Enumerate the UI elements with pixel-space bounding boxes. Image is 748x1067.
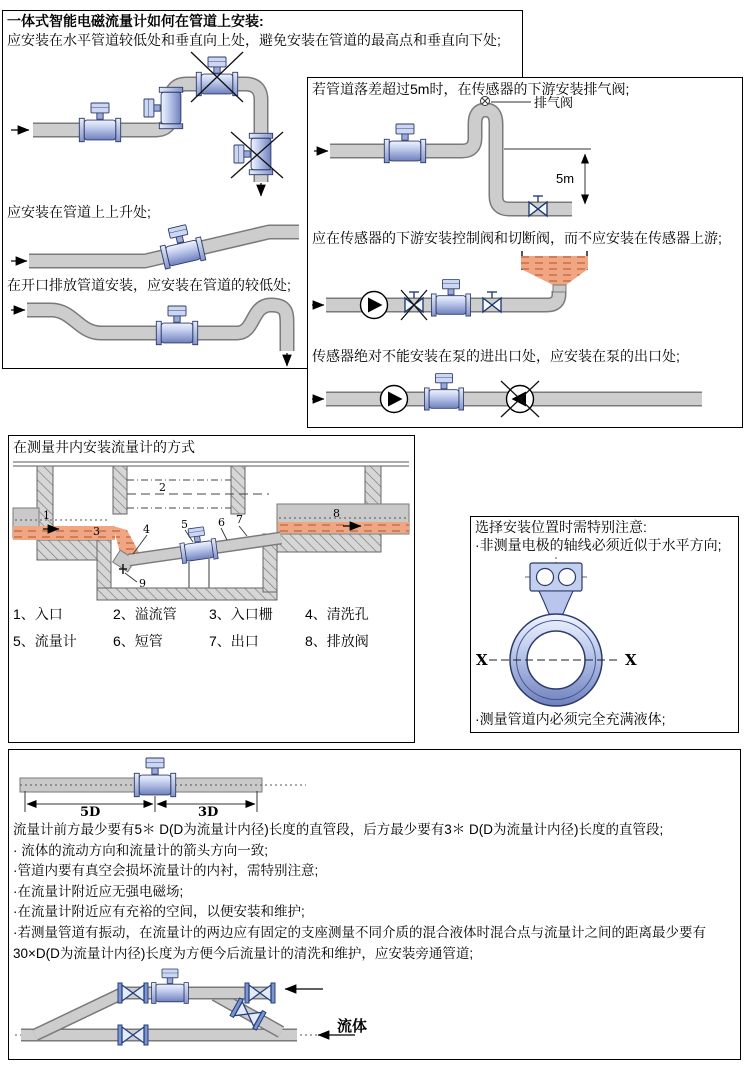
note-line: ·管道内要有真空会损坏流量计的内衬，需特别注意; bbox=[13, 863, 319, 879]
diagram-bypass bbox=[15, 965, 445, 1061]
legend-item: 1、入口 bbox=[13, 606, 63, 622]
section-well-install bbox=[8, 435, 415, 743]
tank-liquid bbox=[521, 256, 588, 269]
flowmeter-icon bbox=[157, 222, 206, 269]
flowmeter-icon bbox=[431, 280, 470, 317]
meter-downstream-valve-icon bbox=[245, 983, 275, 1003]
flowmeter-icon bbox=[152, 969, 189, 1003]
well-num-1: 1 bbox=[43, 509, 50, 522]
flowmeter-icon bbox=[384, 124, 425, 163]
note-line: 流量计前方最少要有5＊ D(D为流量计内径)长度的直管段，后方最少要有3＊ D(D为流量计内径)长度的直管段; bbox=[13, 822, 664, 837]
straight-run-notes bbox=[13, 820, 706, 964]
well-num-5: 5 bbox=[181, 518, 188, 531]
note-pump-outlet: 传感器绝对不能安装在泵的进出口处，应安装在泵的出口处; bbox=[312, 348, 680, 364]
legend-item: 4、清洗孔 bbox=[305, 606, 369, 622]
section-straight-run bbox=[8, 749, 741, 1060]
diagram-straight-run bbox=[14, 755, 334, 819]
bypass-line-valve-icon bbox=[118, 1025, 148, 1045]
section-valves-pumps bbox=[307, 77, 743, 428]
pump-icon bbox=[381, 386, 408, 413]
outlet-liquid bbox=[278, 522, 409, 533]
flowmeter-icon bbox=[424, 374, 463, 411]
meter-neck bbox=[539, 591, 573, 614]
tank-spout bbox=[553, 285, 566, 292]
well-num-3: 3 bbox=[93, 525, 100, 538]
section-title: 一体式智能电磁流量计如何在管道上安装: bbox=[7, 13, 264, 29]
flowmeter-icon bbox=[178, 525, 218, 563]
well-num-7: 7 bbox=[236, 513, 243, 526]
legend-item: 5、流量计 bbox=[13, 633, 77, 649]
legend-item: 3、入口栅 bbox=[209, 606, 273, 622]
diagram-valve-placement bbox=[310, 248, 742, 346]
pump-icon bbox=[361, 292, 388, 319]
note-vent-valve: 若管道落差超过5m时，在传感器的下游安装排气阀; bbox=[312, 81, 630, 97]
note-line: ·若测量管道有振动，在流量计的两边应有固定的支座测量不同介质的混合液体时混合点与流量计之间的距离最少要有 bbox=[13, 924, 706, 940]
legend-item: 6、短管 bbox=[113, 633, 163, 649]
note-line: 30×D(D为流量计内径)长度为方便今后流量计的清洗和维护，应安装旁通管道; bbox=[13, 945, 474, 961]
dim-label-5d: 5D bbox=[80, 805, 101, 820]
dim-label-3d: 3D bbox=[198, 805, 219, 820]
note-open-discharge: 在开口排放管道安装，应安装在管道的较低处; bbox=[7, 277, 291, 293]
fluid-label: 流体 bbox=[337, 1018, 368, 1035]
note-control-valves: 应在传感器的下游安装控制阀和切断阀，而不应安装在传感器上游; bbox=[312, 230, 722, 246]
position-title: 选择安装位置时需特别注意: bbox=[475, 519, 647, 535]
well-num-8: 8 bbox=[333, 507, 340, 520]
well-num-6: 6 bbox=[218, 516, 225, 529]
vent-valve-label: 排气阀 bbox=[534, 95, 574, 110]
flowmeter-icon bbox=[134, 758, 175, 797]
note-line: · 流体的流动方向和流量计的箭头方向一致; bbox=[13, 842, 268, 858]
diagram-vent-valve bbox=[310, 95, 742, 227]
legend-item: 7、出口 bbox=[209, 633, 259, 649]
note-rising-pipe: 应安装在管道上上升处; bbox=[7, 204, 151, 220]
vent-valve-icon bbox=[481, 97, 490, 106]
well-num-9: 9 bbox=[139, 577, 146, 590]
drop-dimension-label: 5m bbox=[556, 171, 575, 186]
tank-funnel bbox=[521, 269, 588, 285]
well-num-2: 2 bbox=[159, 481, 166, 494]
axis-label-right: X bbox=[625, 651, 637, 669]
note-line: ·在流量计附近应无强电磁场; bbox=[13, 883, 184, 899]
flowmeter-icon bbox=[144, 87, 183, 128]
well-title: 在测量井内安装流量计的方式 bbox=[13, 439, 195, 455]
diagram-pump-placement bbox=[310, 366, 742, 426]
note-horizontal-vertical: 应安装在水平管道较低处和垂直向上处，避免安装在管道的最高点和垂直向下处; bbox=[7, 32, 501, 48]
flowmeter-icon bbox=[79, 103, 120, 142]
note-electrode-axis: ·非测量电极的轴线必须近似于水平方向; bbox=[475, 537, 722, 553]
legend-item: 8、排放阀 bbox=[305, 633, 369, 649]
note-line: ·在流量计附近应有充裕的空间，以便安装和维护; bbox=[13, 904, 305, 920]
axis-label-left: X bbox=[476, 651, 488, 669]
legend-item: 2、溢流管 bbox=[113, 606, 177, 622]
diagram-cross-section bbox=[473, 557, 738, 709]
diagram-measurement-well bbox=[13, 456, 413, 601]
note-full-liquid: ·测量管道内必须完全充满液体; bbox=[475, 711, 666, 727]
section-position-notes bbox=[470, 516, 739, 733]
well-legend bbox=[13, 604, 409, 651]
meter-upstream-valve-icon bbox=[118, 983, 148, 1003]
well-num-4: 4 bbox=[143, 523, 150, 536]
flowmeter-icon bbox=[156, 306, 197, 345]
